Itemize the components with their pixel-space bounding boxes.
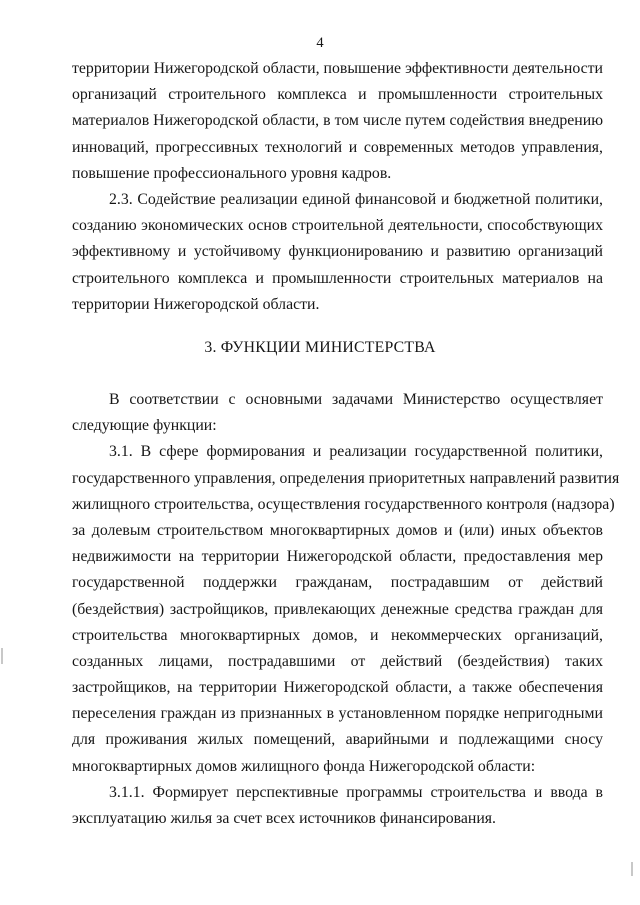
text-line: эффективному и устойчивому функционированию и развитию организаций [72,243,603,261]
text-line: следующие функции: [72,417,217,435]
text-line: строительного комплекса и промышленности строительных материалов на [72,269,603,287]
text-line: государственного управления, определения приоритетных направлений развития [72,469,620,487]
paragraph-2-3 [72,187,603,318]
text-line: повышение профессионального уровня кадров. [72,164,392,182]
scan-edge-mark [631,862,633,876]
text-line: территории Нижегородской области, повышение эффективности деятельности [72,60,603,77]
text-line: организаций строительного комплекса и промышленности строительных [72,86,603,104]
scan-edge-mark [1,648,3,664]
text-line: за долевым строительством многоквартирных домов и (или) иных объектов [72,521,603,539]
text-line: созданию экономических основ строительной деятельности, способствующих [72,217,603,235]
text-line: недвижимости на территории Нижегородской области, предоставления мер [72,548,603,566]
text-line: для проживания жилых помещений, аварийными и подлежащими сносу [72,731,603,749]
text-line: жилищного строительства, осуществления государственного контроля (надзора) [72,495,615,513]
text-line: 3.1.1. Формирует перспективные программы строительства и ввода в [109,783,603,801]
text-line: 3.1. В сфере формирования и реализации государственной политики, [109,443,603,461]
section-3-body [72,387,620,832]
text-line: 2.3. Содействие реализации единой финансовой и бюджетной политики, [109,191,603,208]
text-line: инноваций, прогрессивных технологий и современных методов управления, [72,138,603,156]
text-line: многоквартирных домов жилищного фонда Нижегородской области: [72,757,536,775]
text-line: (бездействия) застройщиков, привлекающих денежные средства граждан для [72,600,603,618]
text-line: застройщиков, на территории Нижегородской области, а также обеспечения [72,679,603,697]
page-number: 4 [316,35,324,51]
text-line: территории Нижегородской области. [72,295,320,313]
paragraph-2-2-continuation [72,56,603,187]
text-line: строительства многоквартирных домов, и некоммерческих организаций, [72,626,603,644]
text-line: переселения граждан из признанных в установленном порядке непригодными [72,705,603,723]
text-line: государственной поддержки гражданам, пострадавшим от действий [72,574,603,592]
text-line: созданных лицами, пострадавшими от действий (бездействия) таких [72,652,603,670]
text-line: эксплуатацию жилья за счет всех источников финансирования. [72,810,497,827]
text-line: В соответствии с основными задачами Министерство осуществляет [109,391,603,408]
section-heading: 3. ФУНКЦИИ МИНИСТЕРСТВА [204,339,436,356]
text-line: материалов Нижегородской области, в том числе путем содействия внедрению [72,112,603,130]
